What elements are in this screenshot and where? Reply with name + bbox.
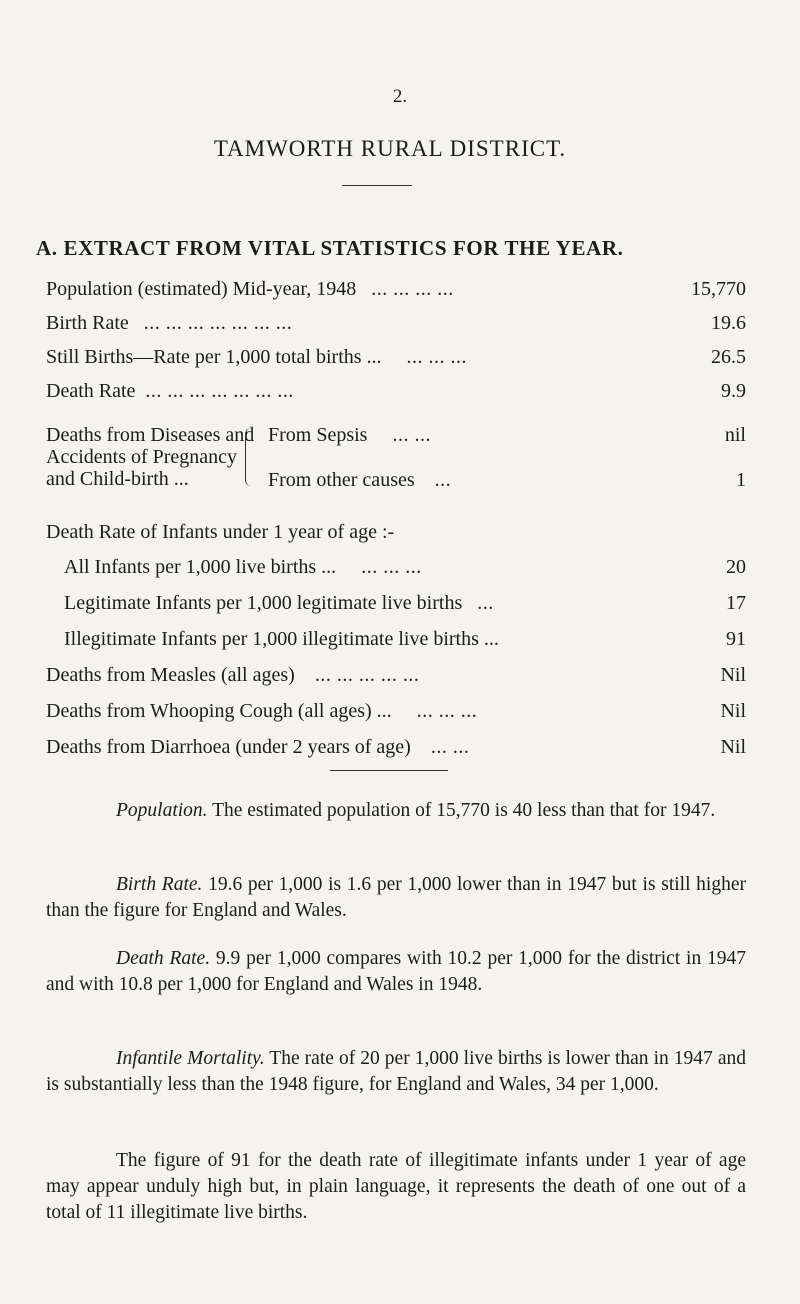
stat-label: Population (estimated) Mid-year, 1948 ... ... ... ...: [46, 278, 454, 300]
paragraph-infantile-mortality: Infantile Mortality. The rate of 20 per 1,000 live births is lower than in 1947 and is substantially less than the 1948 figure, for England and Wales, 34 per 1,000.: [46, 1048, 747, 1095]
stat-label: Still Births—Rate per 1,000 total births ... ... ... ...: [46, 346, 468, 368]
stat-row-population: [46, 278, 746, 306]
sepsis-value: nil: [724, 424, 746, 446]
stat-row-death-rate: [46, 380, 746, 408]
stat-label: Legitimate Infants per 1,000 legitimate live births ...: [64, 592, 494, 614]
paragraph-population: Population. The estimated population of 15,770 is 40 less than that for 1947.: [116, 800, 716, 821]
stat-label: Deaths from Diarrhoea (under 2 years of age) ... ...: [46, 736, 470, 758]
pregnancy-deaths-label: Deaths from Diseases and Accidents of Pregnancy and Child-birth ...: [46, 424, 255, 490]
stat-label: Illegitimate Infants per 1,000 illegitimate live births ...: [64, 628, 499, 650]
stat-row-whooping-cough: [46, 700, 746, 728]
page-number: 2.: [392, 86, 408, 107]
stat-label: Deaths from Measles (all ages) ... ... ... ... ...: [46, 664, 420, 686]
stat-row-measles: [46, 664, 746, 692]
stat-label: All Infants per 1,000 live births ... ... ... ...: [64, 556, 422, 578]
stat-value: 17: [726, 592, 746, 614]
brace-bracket: [245, 428, 252, 486]
pregnancy-deaths-group: [46, 424, 746, 514]
stat-value: 19.6: [711, 312, 746, 334]
stat-value: Nil: [720, 664, 746, 686]
paragraph-illegitimate-infants: The figure of 91 for the death rate of illegitimate infants under 1 year of age may appear unduly high but, in plain language, it represents the death of one out of a total of 11 illegitimate live births.: [46, 1150, 746, 1223]
stat-value: Nil: [720, 736, 746, 758]
stat-value: 15,770: [691, 278, 746, 300]
stat-label: Birth Rate ... ... ... ... ... ... ...: [46, 312, 293, 334]
sepsis-label: From Sepsis ... ...: [268, 424, 431, 446]
stat-value: 91: [726, 628, 746, 650]
district-title: TAMWORTH RURAL DISTRICT.: [213, 136, 567, 161]
stat-value: 9.9: [721, 380, 746, 402]
stat-row-legitimate-infants: [46, 592, 746, 620]
paragraph-birth-rate: Birth Rate. 19.6 per 1,000 is 1.6 per 1,000 lower than in 1947 but is still higher than the figure for England and Wales.: [46, 874, 746, 921]
stat-label: Deaths from Whooping Cough (all ages) ... ... ... ...: [46, 700, 478, 722]
stat-value: 26.5: [711, 346, 746, 368]
infant-death-heading: Death Rate of Infants under 1 year of age :-: [46, 521, 395, 543]
stat-row-diarrhoea: [46, 736, 746, 764]
stat-row-birth-rate: [46, 312, 746, 340]
stat-row-all-infants: [46, 556, 746, 584]
stat-row-still-births: [46, 346, 746, 374]
section-heading: A. EXTRACT FROM VITAL STATISTICS FOR THE YEAR.: [36, 236, 624, 260]
stat-row-illegitimate-infants: [46, 628, 746, 656]
other-causes-value: 1: [736, 469, 746, 491]
divider-rule: [342, 185, 412, 186]
divider-rule: [330, 770, 448, 771]
stat-label: Death Rate ... ... ... ... ... ... ...: [46, 380, 294, 402]
paragraph-death-rate: Death Rate. 9.9 per 1,000 compares with 10.2 per 1,000 for the district in 1947 and with 10.8 per 1,000 for England and Wales in 1948.: [46, 948, 747, 995]
stat-value: Nil: [720, 700, 746, 722]
other-causes-label: From other causes ...: [268, 469, 452, 491]
stat-value: 20: [726, 556, 746, 578]
